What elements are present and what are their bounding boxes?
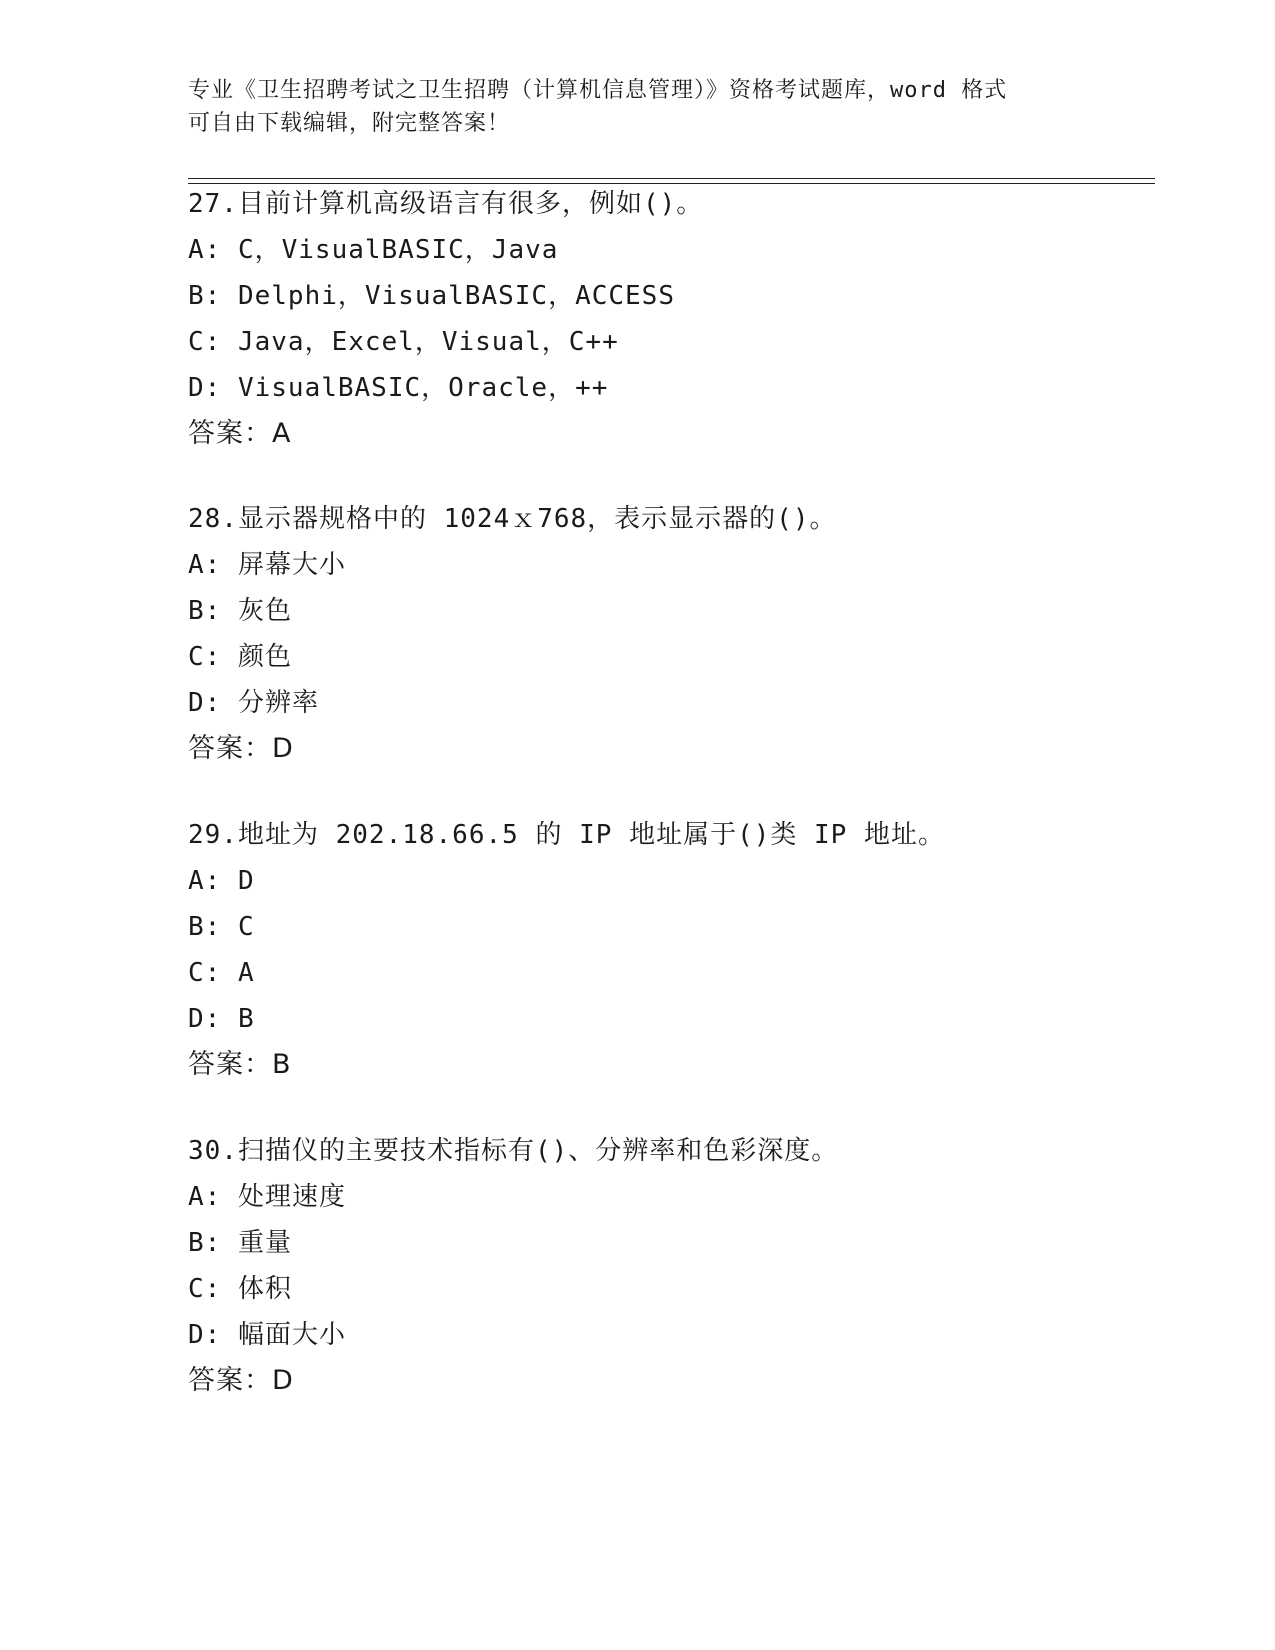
- question-30: [188, 1128, 1168, 1404]
- question-stem: 28.显示器规格中的 1024ｘ768，表示显示器的()。: [188, 504, 837, 534]
- question-28: [188, 496, 1168, 772]
- option-d: D: B: [188, 1004, 255, 1034]
- answer: 答案：D: [188, 1365, 294, 1396]
- option-c: C: 颜色: [188, 642, 292, 672]
- option-c: C: 体积: [188, 1274, 292, 1304]
- option-a: A: C，VisualBASIC，Java: [188, 235, 559, 265]
- question-stem: 30.扫描仪的主要技术指标有()、分辨率和色彩深度。: [188, 1136, 839, 1166]
- answer: 答案：B: [188, 1049, 292, 1080]
- header-line-2: 可自由下载编辑，附完整答案！: [188, 111, 511, 136]
- option-b: B: 灰色: [188, 596, 292, 626]
- header-line-1: 专业《卫生招聘考试之卫生招聘（计算机信息管理）》资格考试题库，word 格式: [188, 78, 1008, 103]
- question-stem: 27.目前计算机高级语言有很多，例如()。: [188, 189, 704, 219]
- header-rule-top: [188, 178, 1155, 179]
- option-b: B: C: [188, 912, 255, 942]
- option-c: C: Java，Excel，Visual，C++: [188, 327, 619, 357]
- option-a: A: 屏幕大小: [188, 550, 346, 580]
- answer: 答案：A: [188, 418, 292, 449]
- option-d: D: 幅面大小: [188, 1320, 346, 1350]
- option-b: B: 重量: [188, 1228, 292, 1258]
- option-d: D: 分辨率: [188, 688, 319, 718]
- option-a: A: 处理速度: [188, 1182, 346, 1212]
- option-b: B: Delphi，VisualBASIC，ACCESS: [188, 281, 675, 311]
- question-stem: 29.地址为 202.18.66.5 的 IP 地址属于()类 IP 地址。: [188, 820, 945, 850]
- option-a: A: D: [188, 866, 255, 896]
- option-c: C: A: [188, 958, 255, 988]
- option-d: D: VisualBASIC，Oracle，++: [188, 373, 609, 403]
- question-29: [188, 812, 1168, 1088]
- question-27: [188, 181, 1168, 457]
- answer: 答案：D: [188, 733, 294, 764]
- document-header: [188, 74, 1088, 140]
